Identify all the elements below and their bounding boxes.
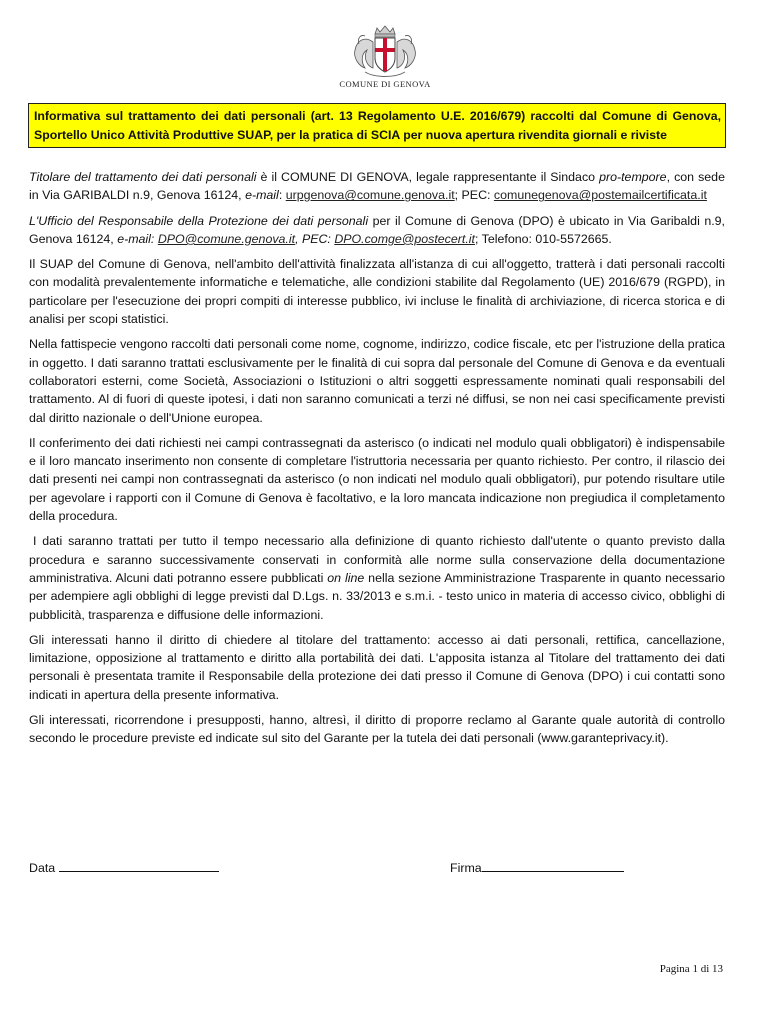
date-line[interactable] <box>59 859 219 872</box>
paragraph-data-controller: Titolare del trattamento dei dati personali è il COMUNE DI GENOVA, legale rappresentante il Sindaco pro-tempore, con sede in Via GARIBALDI n.9, Genova 16124, e-mail: urpgenova@comune.genova.it; PEC: comunegenova@postemailcertificata.it <box>29 170 725 203</box>
page-number: Pagina 1 di 13 <box>659 963 723 975</box>
paragraph-complaint: Gli interessati, ricorrendone i presupposti, hanno, altresì, il diritto di proporre reclamo al Garante quale autorità di controllo secondo le procedure previste ed indicate sul sito del Garante per la tutela dei dati personali (www.garanteprivacy.it). <box>29 713 725 746</box>
city-coat-of-arms-icon <box>351 24 419 80</box>
paragraph-mandatory-fields: Il conferimento dei dati richiesti nei campi contrassegnati da asterisco (o indicati nel modulo quali obbligatori) è indispensabile e il loro mancato inserimento non consente di completare l'istruttoria necessaria per quanto richiesto. Per contro, il rilascio dei dati presenti nei campi non contrassegnati da asterisco (o non indicati nel modulo quali obbligatori), pur potendo risultare utile per agevolare i rapporti con il Comune di Genova è facoltativo, e la loro mancata indicazione non pregiudica il completamento della procedura. <box>29 435 725 524</box>
document-body <box>29 168 725 755</box>
signature-label: Firma <box>450 861 482 875</box>
paragraph-retention: I dati saranno trattati per tutto il tempo necessario alla definizione di quanto richiesto dall'utente o quanto previsto dalla procedura e saranno successivamente conservati in conformità alle norme sulla conservazione della documentazione amministrativa. Alcuni dati potranno essere pubblicati on line nella sezione Amministrazione Trasparente in quanto necessario per adempiere agli obblighi di legge previsti dal D.Lgs. n. 33/2013 e s.m.i. - testo unico in materia di accesso civico, obblighi di pubblicità, trasparenza e diffusione delle informazioni. <box>29 534 726 622</box>
controller-pec-link[interactable]: comunegenova@postemailcertificata.it <box>493 188 707 203</box>
dpo-email-link[interactable]: DPO@comune.genova.it <box>157 231 296 246</box>
paragraph-data-collected: Nella fattispecie vengono raccolti dati personali come nome, cognome, indirizzo, codice fiscale, etc per l'istruzione della pratica in oggetto. I dati saranno trattati esclusivamente per le finalità di cui sopra dal personale del Comune di Genova e da eventuali collaboratori esterni, come Società, Associazioni o Istituzioni o altri soggetti espressamente nominati quali responsabili del trattamento. Al di fuori di queste ipotesi, i dati non saranno comunicati a terzi né diffusi, se non nei casi specificamente previsti dal diritto nazionale o dell'Unione europea. <box>29 337 725 425</box>
organization-name: COMUNE DI GENOVA <box>339 79 431 89</box>
document-title: Informativa sul trattamento dei dati personali (art. 13 Regolamento U.E. 2016/679) raccolti dal Comune di Genova, Sportello Unico Attività Produttive SUAP, per la pratica di SCIA per nuova apertura rivendita giornali e riviste <box>28 103 726 148</box>
signature-field <box>450 859 624 875</box>
date-field <box>29 859 219 875</box>
paragraph-rights: Gli interessati hanno il diritto di chiedere al titolare del trattamento: accesso ai dati personali, rettifica, cancellazione, limitazione, opposizione al trattamento e diritto alla portabilità dei dati. L'apposita istanza al Titolare del trattamento dei dati personali è presentata tramite il Responsabile della protezione dei dati presso il Comune di Genova (DPO) i cui contatti sono indicati in apertura della presente informativa. <box>29 632 725 702</box>
controller-email-link[interactable]: urpgenova@comune.genova.it <box>285 188 455 203</box>
date-label: Data <box>29 861 59 875</box>
paragraph-purpose: Il SUAP del Comune di Genova, nell'ambito dell'attività finalizzata all'istanza di cui all'oggetto, tratterà i dati personali raccolti con modalità prevalentemente informatiche e telematiche, alle condizioni stabilite dal Regolamento (UE) 2016/679 (RGPD), in particolare per l'esecuzione dei propri compiti di interesse pubblico, ivi incluse le finalità di archiviazione, di ricerca storica e di analisi per scopi statistici. <box>29 257 725 327</box>
dpo-pec-link[interactable]: DPO.comge@postecert.it <box>334 231 475 246</box>
paragraph-dpo: L'Ufficio del Responsabile della Protezione dei dati personali per il Comune di Genova (DPO) è ubicato in Via Garibaldi n.9, Genova 16124, e-mail: DPO@comune.genova.it, PEC: DPO.comge@postecert.it; Telefono: 010-5572665. <box>29 213 725 246</box>
signature-line[interactable] <box>482 859 624 872</box>
